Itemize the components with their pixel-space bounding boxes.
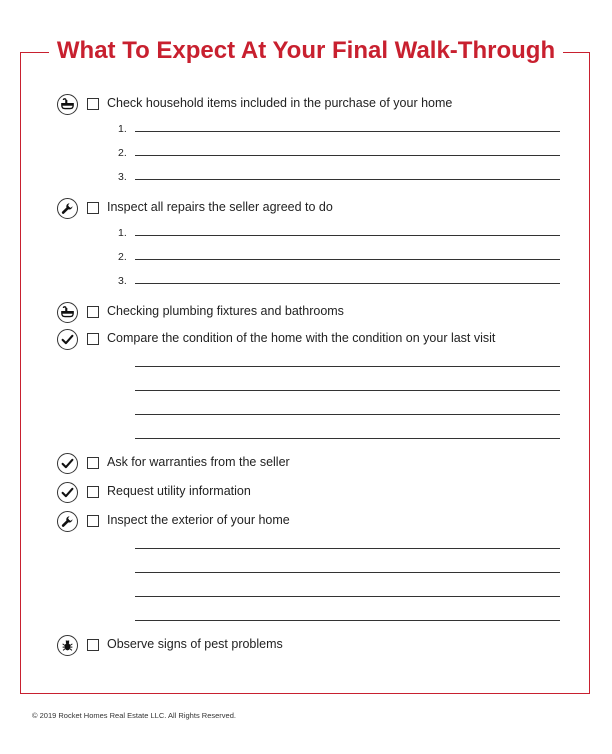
- checkmark-icon: [57, 482, 78, 503]
- write-in-line[interactable]: [135, 179, 560, 180]
- write-in-line[interactable]: [135, 548, 560, 549]
- checklist-frame: [20, 52, 590, 694]
- checkbox[interactable]: [87, 639, 99, 651]
- line-number: 3.: [118, 171, 127, 183]
- item-label: Checking plumbing fixtures and bathrooms: [107, 304, 344, 318]
- line-number: 1.: [118, 227, 127, 239]
- bathtub-icon: [57, 94, 78, 115]
- item-label: Ask for warranties from the seller: [107, 455, 290, 469]
- write-in-line[interactable]: [135, 414, 560, 415]
- checkbox[interactable]: [87, 486, 99, 498]
- write-in-line[interactable]: [135, 259, 560, 260]
- checkbox[interactable]: [87, 306, 99, 318]
- item-label: Request utility information: [107, 484, 251, 498]
- checkbox[interactable]: [87, 457, 99, 469]
- write-in-line[interactable]: [135, 620, 560, 621]
- item-label: Compare the condition of the home with the condition on your last visit: [107, 331, 496, 345]
- checkmark-icon: [57, 329, 78, 350]
- checkbox[interactable]: [87, 333, 99, 345]
- write-in-line[interactable]: [135, 596, 560, 597]
- checkbox[interactable]: [87, 98, 99, 110]
- item-label: Inspect the exterior of your home: [107, 513, 290, 527]
- write-in-line[interactable]: [135, 235, 560, 236]
- write-in-line[interactable]: [135, 390, 560, 391]
- write-in-line[interactable]: [135, 572, 560, 573]
- checkmark-icon: [57, 453, 78, 474]
- line-number: 1.: [118, 123, 127, 135]
- write-in-line[interactable]: [135, 438, 560, 439]
- page-title: What To Expect At Your Final Walk-Through: [0, 36, 612, 66]
- write-in-line[interactable]: [135, 366, 560, 367]
- copyright-footer: © 2019 Rocket Homes Real Estate LLC. All Rights Reserved.: [32, 711, 236, 720]
- line-number: 3.: [118, 275, 127, 287]
- write-in-line[interactable]: [135, 131, 560, 132]
- wrench-icon: [57, 198, 78, 219]
- checkbox[interactable]: [87, 202, 99, 214]
- wrench-icon: [57, 511, 78, 532]
- write-in-line[interactable]: [135, 155, 560, 156]
- item-label: Observe signs of pest problems: [107, 637, 283, 651]
- bathtub-icon: [57, 302, 78, 323]
- write-in-line[interactable]: [135, 283, 560, 284]
- line-number: 2.: [118, 251, 127, 263]
- line-number: 2.: [118, 147, 127, 159]
- item-label: Inspect all repairs the seller agreed to do: [107, 200, 333, 214]
- bug-icon: [57, 635, 78, 656]
- checkbox[interactable]: [87, 515, 99, 527]
- item-label: Check household items included in the purchase of your home: [107, 96, 453, 110]
